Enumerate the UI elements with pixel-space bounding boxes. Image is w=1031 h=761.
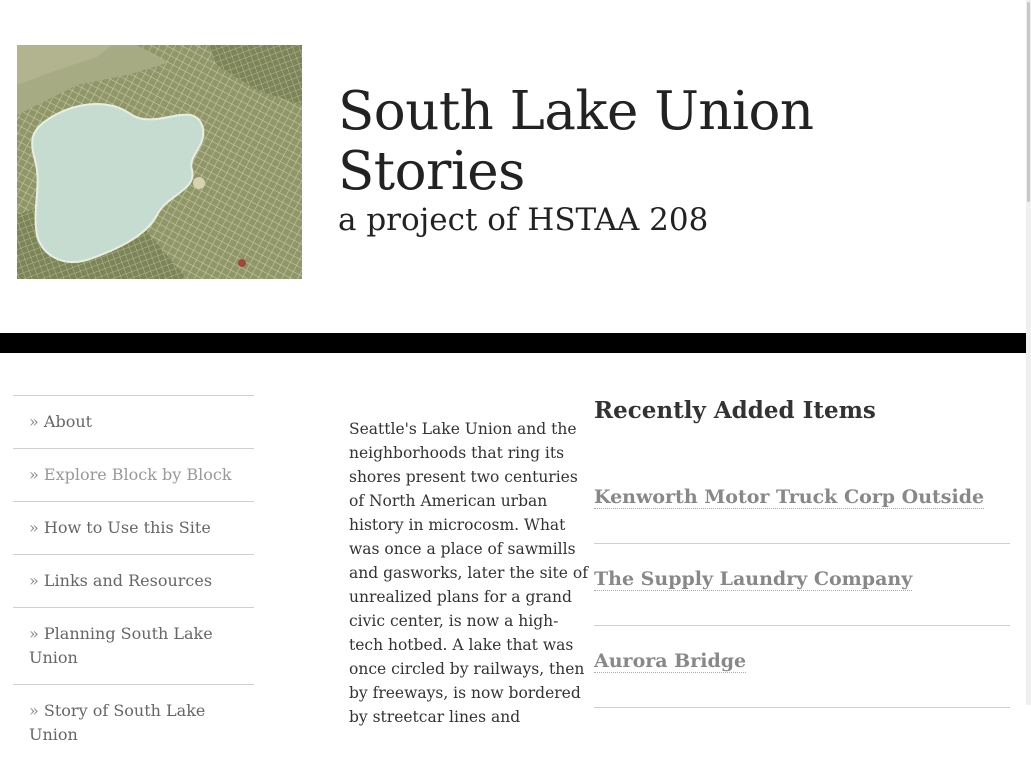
sidebar-nav [13, 395, 254, 761]
nav-item-links-resources[interactable] [13, 554, 254, 607]
nav-arrow: » [29, 624, 39, 643]
vertical-scrollbar[interactable] [1026, 0, 1031, 705]
recent-items-list [594, 429, 1010, 708]
nav-item-how-to-use[interactable] [13, 501, 254, 554]
recent-items-heading: Recently Added Items [594, 397, 876, 424]
list-item [594, 429, 1010, 544]
nav-label: How to Use this Site [43, 518, 211, 537]
list-item [594, 626, 1010, 708]
nav-arrow: » [29, 518, 39, 537]
site-title-line-1: South Lake Union [338, 81, 814, 142]
nav-arrow: » [29, 412, 39, 431]
nav-item-planning-south-lake-union[interactable] [13, 607, 254, 684]
nav-label: Links and Resources [43, 571, 213, 590]
site-header [0, 0, 1026, 333]
nav-arrow: » [29, 465, 39, 484]
recent-items-section [594, 393, 1010, 708]
nav-arrow: » [29, 571, 39, 590]
site-title[interactable] [338, 82, 814, 202]
list-item [594, 544, 1010, 626]
site-subtitle: a project of HSTAA 208 [338, 202, 709, 238]
nav-item-about[interactable] [13, 395, 254, 448]
recent-item-link[interactable]: Kenworth Motor Truck Corp Outside [594, 486, 985, 508]
header-map-image[interactable] [17, 45, 302, 279]
site-title-line-2: Stories [338, 141, 525, 202]
scrollbar-thumb[interactable] [1027, 2, 1030, 202]
header-divider-bar [0, 333, 1026, 353]
intro-paragraph: Seattle's Lake Union and the neighborhoods that ring its shores present two centuries of North American urban history in microcosm. What was once a place of sawmills and gasworks, later the site of unrealized plans for a grand civic center, is now a high-tech hotbed. A lake that was once circled by railways, then by freeways, is now bordered by streetcar lines and [349, 420, 588, 726]
nav-label: About [43, 412, 93, 431]
recent-item-link[interactable]: Aurora Bridge [594, 650, 747, 672]
nav-item-explore-block-by-block[interactable] [13, 448, 254, 501]
nav-label: Explore Block by Block [43, 465, 232, 484]
recent-item-link[interactable]: The Supply Laundry Company [594, 568, 913, 590]
nav-arrow: » [29, 701, 39, 720]
nav-item-story-of-south-lake-union[interactable] [13, 684, 254, 761]
nav-label: Story of South Lake Union [29, 701, 206, 744]
map-illustration [17, 45, 302, 279]
nav-label: Planning South Lake Union [29, 624, 213, 667]
